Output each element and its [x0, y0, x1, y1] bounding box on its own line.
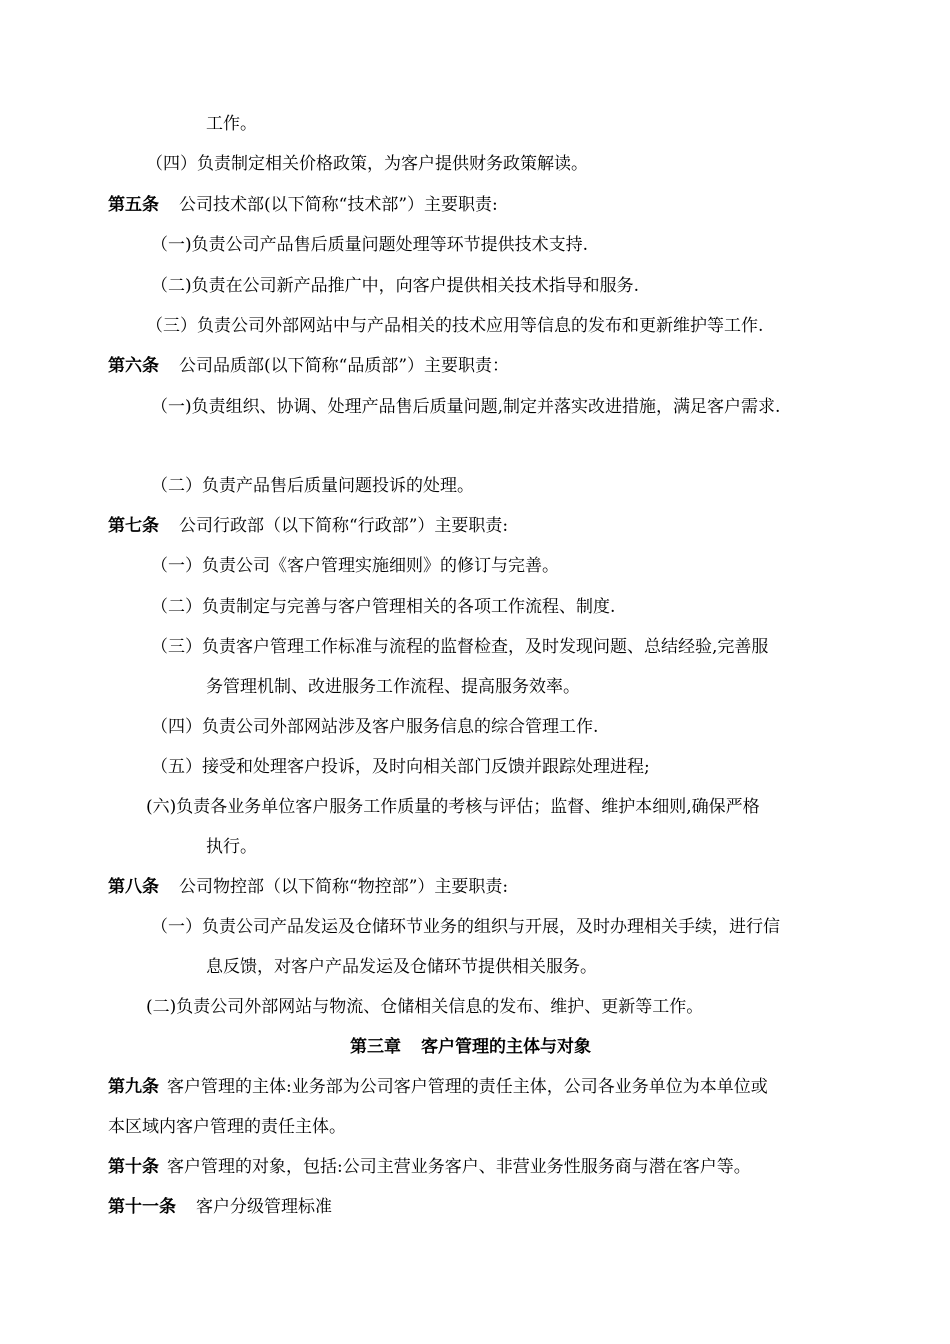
- continuation-text: 工作。: [206, 114, 257, 134]
- list-item: （四）负责制定相关价格政策，为客户提供财务政策解读。: [146, 154, 588, 174]
- list-item: (六)负责各业务单位客户服务工作质量的考核与评估；监督、维护本细则,确保严格: [146, 797, 760, 817]
- list-item: （一)负责公司产品售后质量问题处理等环节提供技术支持.: [151, 235, 589, 255]
- article-label: 第九条: [108, 1077, 159, 1097]
- article-text: 客户管理的主体:业务部为公司客户管理的责任主体，公司各业务单位为本单位或: [167, 1077, 768, 1097]
- article-6: [108, 355, 509, 377]
- list-item: （一)负责组织、协调、处理产品售后质量问题,制定并落实改进措施，满足客户需求.: [151, 397, 781, 417]
- article-text: 客户分级管理标准: [196, 1197, 332, 1217]
- article-label: 第七条: [108, 516, 159, 536]
- article-text: 公司品质部(以下简称“品质部”）主要职责：: [179, 356, 510, 376]
- list-item-continuation: 务管理机制、改进服务工作流程、提高服务效率。: [206, 677, 580, 697]
- list-item: （三）负责客户管理工作标准与流程的监督检查，及时发现问题、总结经验,完善服: [151, 637, 769, 657]
- article-11: [108, 1196, 332, 1218]
- list-item: （五）接受和处理客户投诉，及时向相关部门反馈并跟踪处理进程;: [151, 757, 650, 777]
- chapter-title: 客户管理的主体与对象: [421, 1037, 591, 1057]
- list-item: （三）负责公司外部网站中与产品相关的技术应用等信息的发布和更新维护等工作.: [146, 316, 764, 336]
- list-item: (二)负责公司外部网站与物流、仓储相关信息的发布、维护、更新等工作。: [146, 997, 704, 1017]
- chapter-label: 第三章: [350, 1037, 401, 1057]
- chapter-heading: [350, 1036, 591, 1058]
- list-item-continuation: 息反馈，对客户产品发运及仓储环节提供相关服务。: [206, 957, 597, 977]
- article-text: 公司技术部(以下简称“技术部”）主要职责:: [179, 195, 498, 215]
- article-text: 公司物控部（以下简称“物控部”）主要职责:: [179, 877, 509, 897]
- list-item: （二)负责在公司新产品推广中，向客户提供相关技术指导和服务.: [151, 276, 640, 296]
- article-label: 第八条: [108, 877, 159, 897]
- article-text: 客户管理的对象，包括:公司主营业务客户、非营业务性服务商与潜在客户等。: [167, 1157, 751, 1177]
- article-10: [108, 1156, 751, 1178]
- article-9: [108, 1076, 768, 1098]
- article-8: [108, 876, 508, 898]
- list-item: （二）负责制定与完善与客户管理相关的各项工作流程、制度.: [151, 597, 616, 617]
- list-item: （一）负责公司《客户管理实施细则》的修订与完善。: [151, 556, 559, 576]
- article-5: [108, 194, 498, 216]
- list-item: （一）负责公司产品发运及仓储环节业务的组织与开展，及时办理相关手续，进行信: [151, 917, 780, 937]
- list-item: （二）负责产品售后质量问题投诉的处理。: [151, 476, 474, 496]
- article-text-continuation: 本区域内客户管理的责任主体。: [108, 1117, 346, 1137]
- article-label: 第六条: [108, 356, 159, 376]
- article-label: 第十条: [108, 1157, 159, 1177]
- list-item: （四）负责公司外部网站涉及客户服务信息的综合管理工作.: [151, 717, 599, 737]
- article-label: 第十一条: [108, 1197, 176, 1217]
- article-label: 第五条: [108, 195, 159, 215]
- article-7: [108, 515, 508, 537]
- list-item-continuation: 执行。: [206, 837, 257, 857]
- article-text: 公司行政部（以下简称“行政部”）主要职责:: [179, 516, 509, 536]
